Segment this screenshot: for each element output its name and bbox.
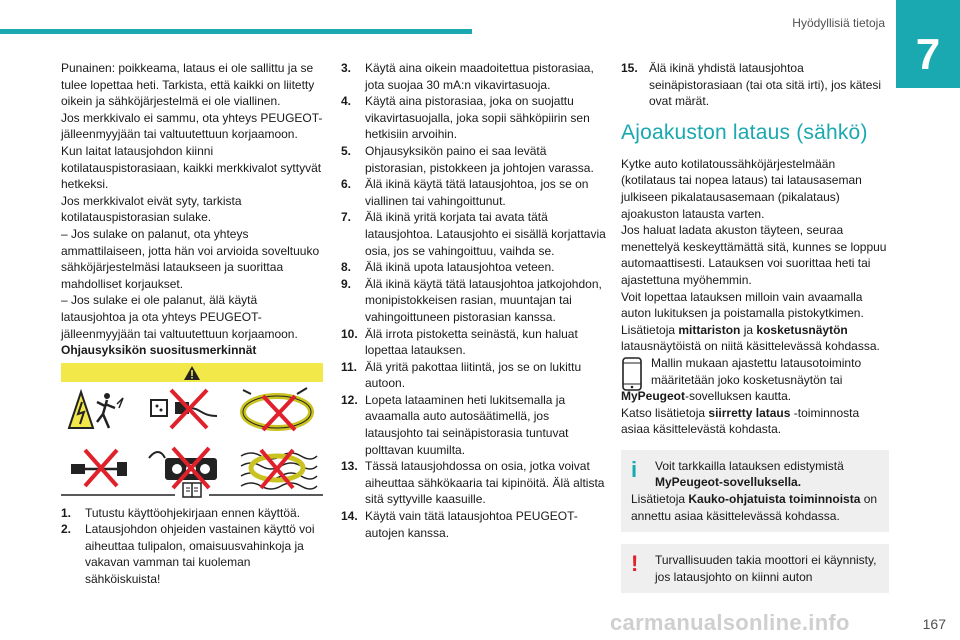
info-text: Voit tarkkailla latauksen edistymistä — [655, 458, 844, 473]
step-text: Älä ikinä yhdistä latausjohtoa seinäpistorasiaan (tai ota sitä irti), jos kätesi ovat märät. — [649, 61, 882, 109]
paragraph: Jos merkkivalot eivät syty, tarkista kotilatauspistorasian sulake. — [61, 193, 242, 225]
step-text: Lopeta lataaminen heti lukitsemalla ja avaamalla auto autosäätimellä, jos latausjohto tai seinäpistorasia tuntuvat polttavan kuumilta. — [365, 392, 569, 457]
step-text: Älä yritä pakottaa liitintä, jos se on lukittu autoon. — [365, 359, 582, 391]
text-run: ja — [740, 322, 757, 337]
no-adapter-icon — [147, 386, 219, 432]
step-number: 12. — [341, 392, 358, 407]
list-item — [341, 176, 607, 209]
text-run-bold: Kauko-ohjatuista toiminnoista — [688, 492, 861, 507]
text-run: on annettu asiaa käsittelevässä kohdassa. — [631, 492, 878, 523]
list-item — [341, 458, 607, 508]
step-number: 11. — [341, 359, 358, 374]
no-coiled-cable-icon — [237, 382, 319, 436]
list-item — [341, 359, 607, 392]
text-run-bold: siirretty lataus — [708, 405, 791, 420]
warning-banner — [61, 363, 323, 382]
text-run: latausnäytöistä on niitä käsittelevässä kohdassa. — [621, 339, 880, 354]
column-left — [61, 60, 323, 588]
text-run-bold: kosketusnäytön — [756, 322, 848, 337]
step-text: Käytä aina oikein maadoitettua pistorasiaa, jota suojaa 30 mA:n vikavirtasuoja. — [365, 61, 594, 92]
list-item — [341, 259, 607, 276]
warning-triangle-icon — [183, 365, 201, 381]
list-item — [341, 143, 607, 176]
manual-book-icon — [182, 482, 202, 498]
smartphone-icon — [621, 357, 643, 391]
step-text: Latausjohdon ohjeiden vastainen käyttö voi aiheuttaa tulipalon, omaisuusvahinkoja ja vakavan vamman tai kuoleman sähköiskuista! — [85, 522, 315, 587]
list-item — [341, 93, 607, 143]
no-water-submersion-icon — [237, 440, 319, 494]
header-accent-bar — [0, 29, 472, 34]
paragraph: – Jos sulake ei ole palanut, älä käytä latausjohtoa ja ota yhteys PEUGEOT-jälleenmyyjään tai valtuutettuun korjaamoon. — [61, 293, 298, 341]
step-number: 2. — [61, 522, 72, 537]
step-number: 3. — [341, 61, 352, 75]
step-number: 9. — [341, 276, 352, 291]
step-text: Käytä aina pistorasiaa, joka on suojattu vikavirtasuojalla, joka sopii sähköpiirin sen hetkisiin arvoihin. — [365, 94, 590, 142]
step-number: 1. — [61, 505, 72, 520]
step-list — [341, 60, 607, 541]
list-item — [341, 508, 607, 541]
step-text: Älä ikinä käytä tätä latausjohtoa jatkojohdon, monipistokkeisen rasian, muuntajan tai vahingoittuneen pistorasian kanssa. — [365, 276, 602, 324]
electric-shock-warning-icon — [67, 388, 125, 432]
step-text: Käytä vain tätä latausjohtoa PEUGEOT-autojen kanssa. — [365, 509, 578, 540]
step-number: 10. — [341, 326, 358, 341]
list-item — [61, 505, 323, 522]
step-text: Ohjausyksikön paino ei saa levätä pistorasian, pistokkeen ja johtojen varassa. — [365, 143, 594, 175]
paragraph: Kytke auto kotilatoussähköjärjestelmään (kotilataus tai nopea lataus) tai latausaseman julkiseen pikalatausasemaan (pikalataus) ajoakuston latausta varten. — [621, 156, 862, 221]
figure-heading: Ohjausyksikön suositusmerkinnät — [61, 343, 257, 358]
info-text-bold: MyPeugeot-sovelluksella. — [655, 475, 802, 490]
step-number: 4. — [341, 94, 352, 109]
step-text: Älä ikinä käytä tätä latausjohtoa, jos se on viallinen tai vahingoittunut. — [365, 177, 589, 208]
warning-box — [621, 544, 889, 593]
list-item — [341, 209, 607, 259]
step-number: 13. — [341, 459, 358, 474]
section-header-title: Hyödyllisiä tietoja — [792, 16, 885, 30]
column-right — [621, 60, 889, 593]
info-text — [631, 491, 879, 524]
step-number: 14. — [341, 509, 358, 524]
step-text: Tässä latausjohdossa on osia, jotka voivat aiheuttaa sähkökaaria tai kipinöitä. Älä altista sitä syttyville kaasuille. — [365, 459, 605, 507]
chapter-number: 7 — [915, 30, 941, 79]
page-number: 167 — [922, 616, 946, 632]
phone-note-text: Mallin mukaan ajastettu latausotoiminto määritetään joko kosketusnäytön tai — [651, 355, 862, 387]
paragraph — [621, 322, 889, 355]
paragraph: Jos merkkivalo ei sammu, ota yhteys PEUGEOT-jälleenmyyjään tai valtuutettuun korjaamoon. — [61, 110, 323, 142]
list-item — [61, 521, 323, 587]
column-middle — [341, 60, 607, 541]
safety-label-figure — [61, 363, 323, 497]
phone-note — [621, 355, 889, 388]
step-list — [61, 505, 323, 588]
step-number: 7. — [341, 210, 352, 225]
section-title: Ajoakuston lataus (sähkö) — [621, 120, 868, 144]
paragraph: Voit lopettaa latauksen milloin vain avaamalla auton lukituksen ja poistamalla pistokytkimen. — [621, 289, 864, 321]
no-extension-cable-icon — [67, 446, 131, 490]
text-run-bold: mittariston — [678, 322, 741, 337]
paragraph — [621, 388, 889, 405]
step-number: 6. — [341, 177, 352, 192]
step-list — [621, 60, 889, 110]
warning-text: Turvallisuuden takia moottori ei käynnisty, jos latausjohto on kiinni auton — [655, 553, 877, 584]
chapter-tab — [896, 0, 960, 88]
text-run: Katso lisätietoja — [621, 405, 709, 420]
step-text: Älä ikinä upota latausjohtoa veteen. — [365, 260, 555, 275]
watermark: carmanualsonline.info — [610, 610, 850, 635]
step-number: 8. — [341, 260, 352, 275]
step-text: Älä ikinä yritä korjata tai avata tätä latausjohtoa. Latausjohto ei sisällä korjattavia osia, jos se vahingoittuu, vaihda se. — [365, 210, 606, 258]
step-text: Tutustu käyttöohjekirjaan ennen käyttöä. — [85, 505, 301, 520]
step-number: 5. — [341, 143, 352, 158]
list-item — [621, 60, 889, 110]
list-item — [341, 276, 607, 326]
paragraph: Jos haluat ladata akuston täyteen, seuraa menettelyä keskeyttämättä sitä, kunnes se loppuu automaattisesti. Latauksen voi suorittaa heti tai ajastettuna myöhemmin. — [621, 223, 887, 287]
step-number: 15. — [621, 61, 638, 75]
text-run: Lisätietoja — [631, 492, 689, 507]
info-icon: i — [631, 456, 638, 482]
paragraph: Punainen: poikkeama, lataus ei ole sallittu ja se tulee lopettaa heti. Tarkista, että kaikki on liitetty oikein ja sähköjärjestelmä ei ole viallinen. — [61, 61, 315, 109]
exclamation-icon: ! — [631, 551, 639, 577]
list-item — [341, 326, 607, 359]
paragraph: – Jos sulake on palanut, ota yhteys ammattilaiseen, jotta hän voi arvioida soveltuuko sähköjärjestelmäsi lataukseen ja suorittaa mahdolliset korjaukset. — [61, 226, 320, 291]
list-item — [341, 60, 607, 93]
paragraph: Kun laitat latausjohdon kiinni kotilatauspistorasiaan, kaikki merkkivalot syttyvät hetkeksi. — [61, 143, 322, 192]
text-run-bold: MyPeugeot — [621, 389, 686, 404]
info-box — [621, 450, 889, 532]
step-text: Älä irrota pistoketta seinästä, kun haluat lopettaa latauksen. — [365, 326, 578, 358]
list-item — [341, 392, 607, 458]
paragraph — [621, 405, 889, 438]
text-run: -sovelluksen kautta. — [685, 389, 792, 404]
text-run: -toiminnosta asiaa käsittelevästä kohdasta. — [621, 405, 860, 437]
text-run: Lisätietoja — [621, 322, 679, 337]
